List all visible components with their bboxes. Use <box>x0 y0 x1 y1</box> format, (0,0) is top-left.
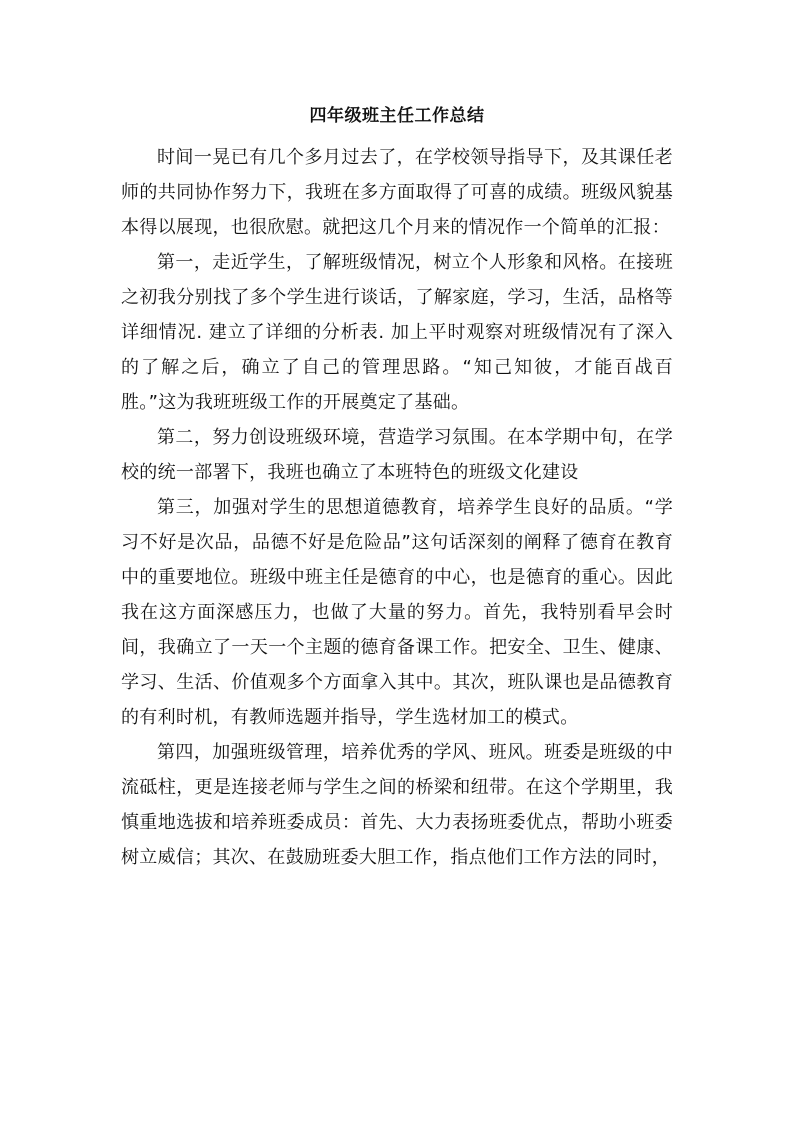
paragraph-second: 第二，努力创设班级环境，营造学习氛围。在本学期中旬，在学校的统一部署下，我班也确立了本班特色的班级文化建设 <box>121 427 673 483</box>
paragraph-third: 第三，加强对学生的思想道德教育，培养学生良好的品质。“学习不好是次品，品德不好是危险品”这句话深刻的阐释了德育在教育中的重要地位。班级中班主任是德育的中心，也是德育的重心。因此我在这方面深感压力，也做了大量的努力。首先，我特别看早会时间，我确立了一天一个主题的德育备课工作。把安全、卫生、健康、学习、生活、价值观多个方面拿入其中。其次，班队课也是品德教育的有利时机，有教师选题并指导，学生选材加工的模式。 <box>121 497 673 728</box>
document-title: 四年级班主任工作总结 <box>309 106 485 126</box>
document-body <box>121 140 673 875</box>
paragraph-first: 第一，走近学生，了解班级情况，树立个人形象和风格。在接班之初我分别找了多个学生进行谈话，了解家庭，学习，生活，品格等详细情况. 建立了详细的分析表. 加上平时观察对班级情况有了深入的了解之后，确立了自己的管理思路。“知己知彼，才能百战百胜。”这为我班班级工作的开展奠定了基础。 <box>121 252 673 413</box>
paragraph-fourth: 第四，加强班级管理，培养优秀的学风、班风。班委是班级的中流砥柱，更是连接老师与学生之间的桥梁和纽带。在这个学期里，我慎重地选拔和培养班委成员：首先、大力表扬班委优点，帮助小班委树立威信；其次、在鼓励班委大胆工作，指点他们工作方法的同时， <box>121 742 673 868</box>
paragraph-intro: 时间一晃已有几个多月过去了，在学校领导指导下，及其课任老师的共同协作努力下，我班在多方面取得了可喜的成绩。班级风貌基本得以展现，也很欣慰。就把这几个月来的情况作一个简单的汇报： <box>121 147 673 238</box>
